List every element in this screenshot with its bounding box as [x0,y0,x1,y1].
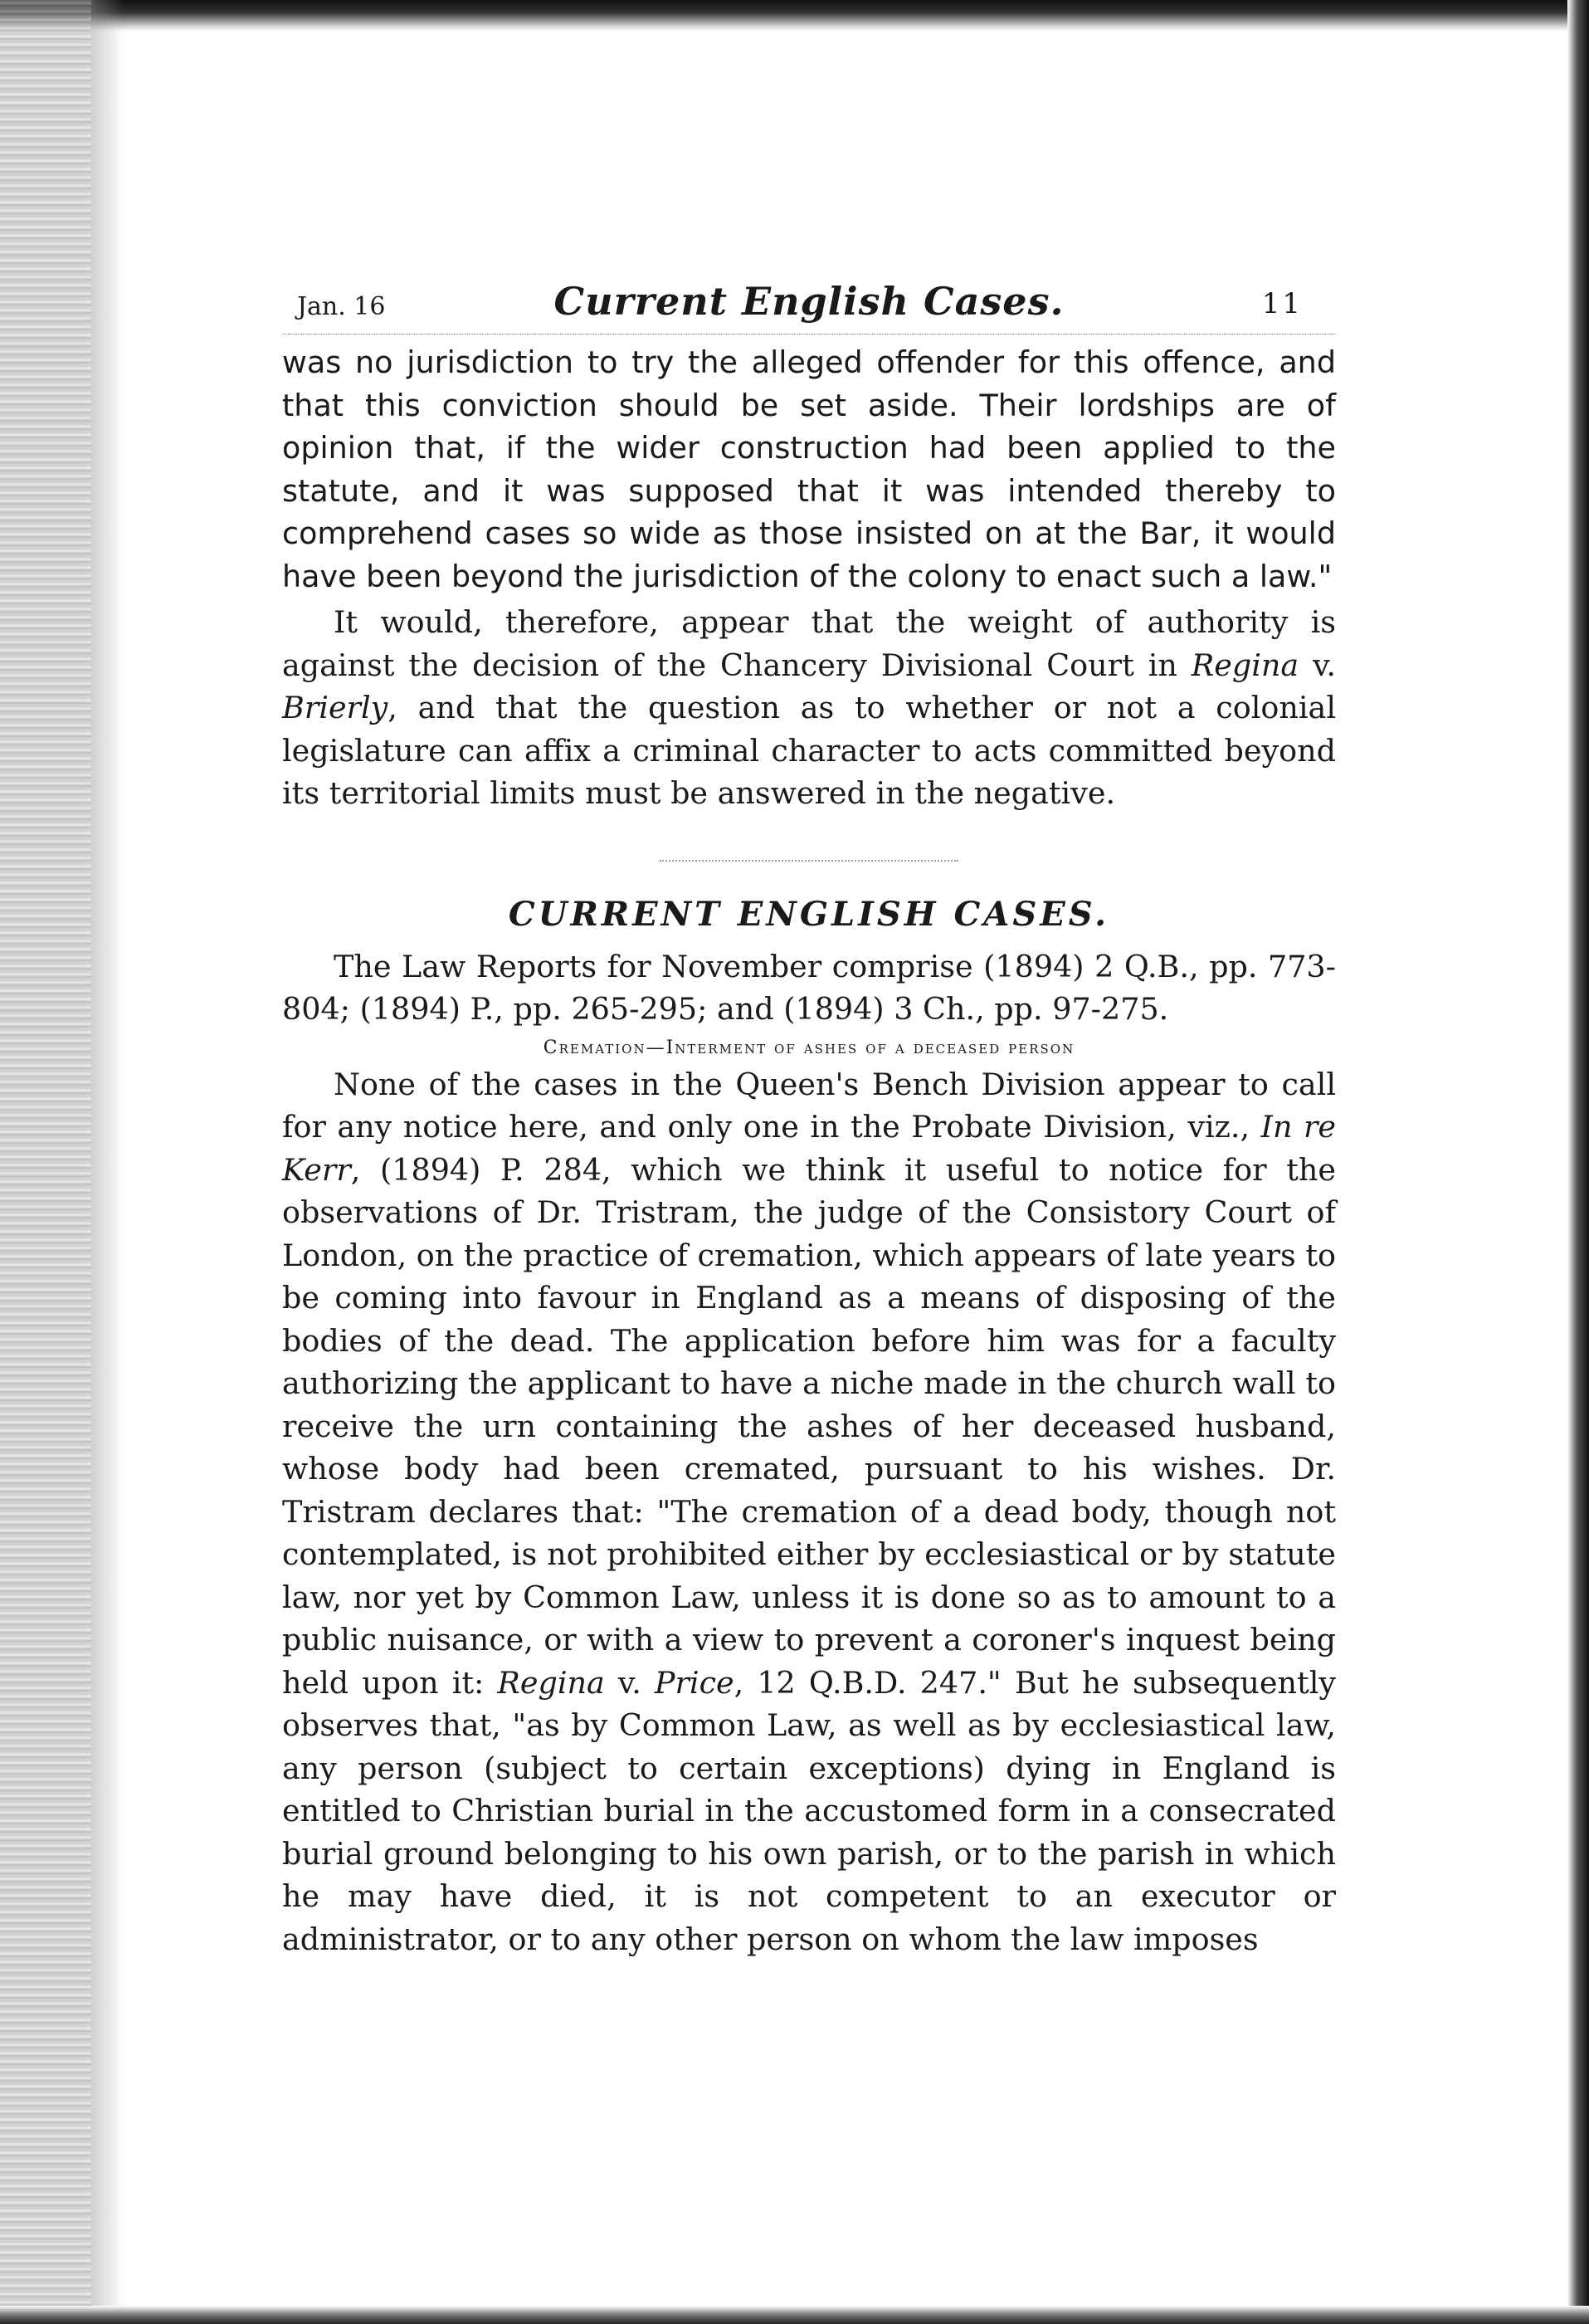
running-title: Current English Cases. [553,279,1065,324]
continued-paragraph: was no jurisdiction to try the alleged offender for this offence, and that this conviction should be set aside. Their lordships are of opinion that, if the wider construction had been applied to the statute, and it was supposed that it was intended thereby to comprehend cases so wide as those insisted on at the Bar, it would have been beyond the jurisdiction of the colony to enact such a law." [282,344,1336,594]
text-run: , 12 Q.B.D. 247." But he subsequently observes that, "as by Common Law, as well as by ecclesiastical law, any person (subject to certain exceptions) dying in England is entitled to Christian burial in the accustomed form in a consecrated burial ground belonging to his own parish, or to the parish in which he may have died, it is not competent to an executor or administrator, or to any other person on whom the law imposes [282,1664,1336,1957]
page [282,274,1336,1960]
current-cases-section [282,895,1336,1961]
section-title: CURRENT ENGLISH CASES. [508,894,1110,934]
section-divider [660,860,958,862]
case-name: Regina [1191,647,1299,683]
text-run: It would, therefore, appear that the weight of authority is against the decision of the Chancery Divisional Court in [282,604,1336,683]
issue-date: Jan. 16 [297,292,386,321]
case-name: Regina [497,1664,605,1701]
text-run: v. [604,1664,655,1701]
running-head [282,274,1336,334]
case-name: Brierly [282,690,388,725]
text-run: None of the cases in the Queen's Bench Division appear to call for any notice here, and only one in the Probate Division, viz., [282,1066,1336,1145]
text-run: v. [1299,647,1336,683]
case-name: Price [654,1664,734,1701]
conclusion-paragraph [282,601,1336,815]
case-subheading: Cremation—Interment of ashes of a deceased person [543,1037,1075,1058]
intro-paragraph: The Law Reports for November comprise (1894) 2 Q.B., pp. 773-804; (1894) P., pp. 265-295; and (1894) 3 Ch., pp. 97-275. [282,948,1336,1027]
case-name: In re Kerr [282,1109,1337,1188]
scan-edge-left [0,0,91,2324]
scan-edge-bottom [0,2306,1589,2324]
continued-article [282,341,1336,815]
text-run: , and that the question as to whether or not a colonial legislature can affix a criminal character to acts committed beyond its territorial limits must be answered in the negative. [282,690,1336,811]
text-run: , (1894) P. 284, which we think it useful to notice for the observations of Dr. Tristram, the judge of the Consistory Court of London, on the practice of cremation, which appears of late years to be coming into favour in England as a means of disposing of the bodies of the dead. The application before him was for a faculty authorizing the applicant to have a niche made in the church wall to receive the urn containing the ashes of her deceased husband, whose body had been cremated, pursuant to his wishes. Dr. Tristram declares that: "The cremation of a dead body, though not contemplated, is not prohibited either by ecclesiastical or by statute law, nor yet by Common Law, unless it is done so as to amount to a public nuisance, or with a view to prevent a coroner's inquest being held upon it: [282,1151,1336,1701]
scan-shadow-left [91,0,124,2324]
case-paragraph [282,1063,1336,1961]
scan-edge-top [0,0,1589,32]
page-number: 11 [1261,287,1303,320]
scan-edge-right [1567,0,1589,2324]
